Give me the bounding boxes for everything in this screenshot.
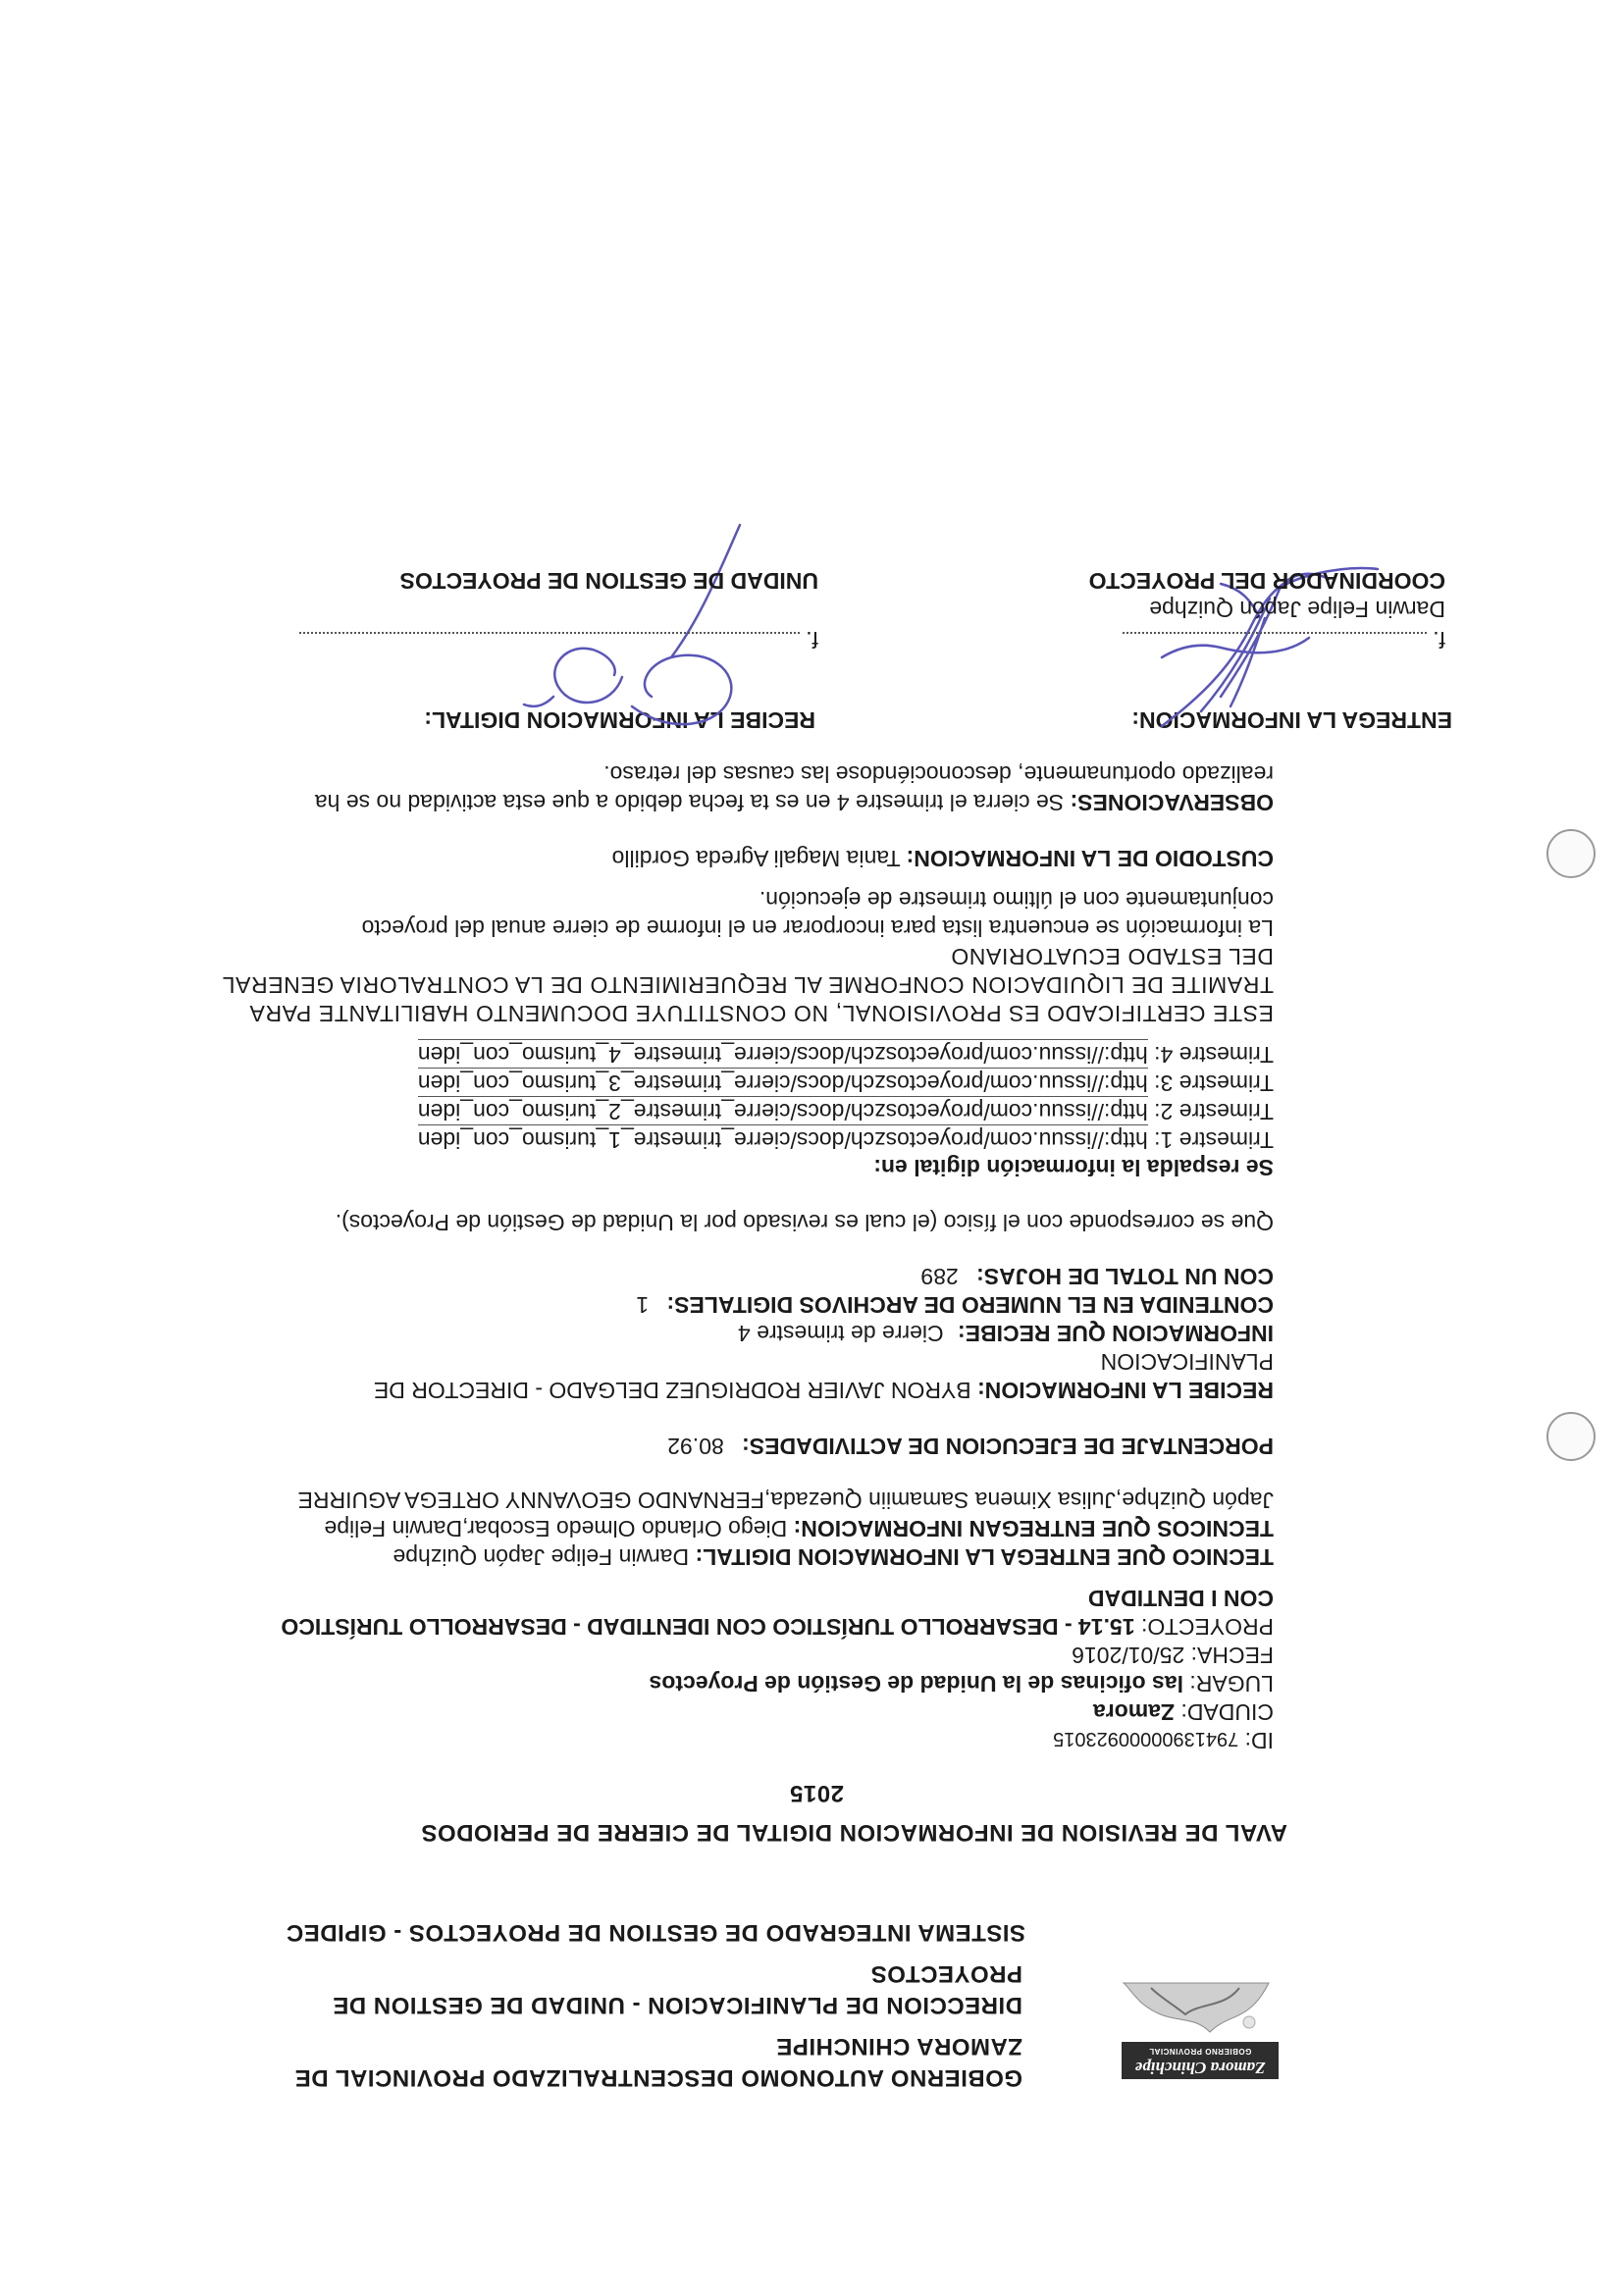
observaciones-row bbox=[315, 788, 1274, 816]
recibe-line-1: BYRON JAVIER RODRIGUEZ DELGADO - DIRECTOR DE bbox=[373, 1378, 971, 1403]
punch-hole bbox=[1546, 1412, 1596, 1461]
lugar-label: LUGAR: bbox=[1189, 1671, 1274, 1696]
trimestre-url[interactable]: http://issuu.com/proyectoszch/docs/cierre_trimestre_2_turismo_con_iden bbox=[418, 1096, 1148, 1125]
hojas-label: CON UN TOTAL DE HOJAS: bbox=[976, 1264, 1274, 1289]
info-row bbox=[738, 1319, 1274, 1347]
document-title: AVAL DE REVISION DE INFORMACION DIGITAL DE CIERRE DE PERIODOS bbox=[420, 1819, 1287, 1846]
trimestre-row bbox=[418, 1039, 1274, 1069]
fecha-value: 25/01/2016 bbox=[1072, 1643, 1185, 1668]
entrega-dotted-line bbox=[1123, 632, 1427, 634]
recibe-label: RECIBE LA INFORMACION: bbox=[977, 1378, 1274, 1403]
entrega-f-label: f. bbox=[1433, 627, 1445, 652]
punch-hole bbox=[1546, 829, 1596, 878]
logo-mountain-icon bbox=[1122, 1975, 1279, 2042]
entrega-label: ENTREGA LA INFORMACION: bbox=[1131, 707, 1452, 733]
recibe-row bbox=[374, 1376, 1274, 1404]
lugar-value: las oficinas de la Unidad de Gestión de Proyectos bbox=[649, 1671, 1183, 1696]
trimestre-row bbox=[418, 1096, 1274, 1125]
lugar-row bbox=[649, 1669, 1274, 1697]
logo-banner bbox=[1122, 2042, 1279, 2079]
info-value: Cierre de trimestre 4 bbox=[737, 1321, 944, 1346]
observaciones-line-2: realizado oportunamente, desconociéndose las causas del retraso. bbox=[603, 761, 1274, 787]
trimestre-label: Trimestre 2: bbox=[1154, 1099, 1274, 1124]
archivos-label: CONTENIDA EN EL NUMERO DE ARCHIVOS DIGITALES: bbox=[666, 1292, 1274, 1318]
corresponde-text: Que se corresponde con el físico (el cual es revisado por la Unidad de Gestión de Proyectos). bbox=[335, 1210, 1274, 1235]
ciudad-value: Zamora bbox=[1092, 1699, 1176, 1725]
id-value: 79413900000923015 bbox=[1053, 1728, 1239, 1749]
tecnicos-line-2: Japón Quizhpe,Julisa Ximena Samamiin Quezada,FERNANDO GEOVANNY ORTEGA AGUIRRE bbox=[297, 1487, 1274, 1513]
fecha-label: FECHA: bbox=[1190, 1643, 1274, 1668]
trimestre-row bbox=[418, 1124, 1274, 1154]
trimestre-url[interactable]: http://issuu.com/proyectoszch/docs/cierre_trimestre_4_turismo_con_iden bbox=[418, 1039, 1148, 1069]
porcentaje-value: 80.92 bbox=[667, 1434, 724, 1459]
proyecto-line-2: CON I DENTIDAD bbox=[1087, 1586, 1274, 1611]
info-label: INFORMACION QUE RECIBE: bbox=[958, 1321, 1274, 1346]
trimestre-label: Trimestre 4: bbox=[1154, 1042, 1274, 1068]
tecnicos-line-1: Diego Orlando Olmedo Escobar,Darwin Felipe bbox=[324, 1516, 788, 1541]
custodio-label: CUSTODIO DE LA INFORMACION: bbox=[906, 846, 1274, 871]
respalda-label: Se respalda la información digital en: bbox=[873, 1155, 1274, 1180]
porcentaje-row bbox=[667, 1432, 1274, 1460]
trimestre-url[interactable]: http://issuu.com/proyectoszch/docs/cierre_trimestre_3_turismo_con_iden bbox=[418, 1068, 1148, 1097]
hojas-value: 289 bbox=[920, 1264, 959, 1289]
porcentaje-label: PORCENTAJE DE EJECUCION DE ACTIVIDADES: bbox=[742, 1434, 1274, 1459]
id-row bbox=[1053, 1724, 1274, 1754]
entrega-name: Darwin Felipe Japón Quizhpe bbox=[1149, 597, 1445, 622]
custodio-row bbox=[612, 844, 1274, 872]
tecnicos-label: TECNICOS QUE ENTREGAN INFORMACION: bbox=[793, 1516, 1274, 1541]
entrega-role: COORDINADOR DEL PROYECTO bbox=[1088, 568, 1445, 594]
id-label: ID: bbox=[1244, 1728, 1274, 1753]
ciudad-row bbox=[1093, 1697, 1274, 1726]
tecnico-row bbox=[393, 1542, 1274, 1571]
logo-brand: Zamora Chinchipe bbox=[1134, 2059, 1266, 2077]
trimestre-label: Trimestre 1: bbox=[1154, 1127, 1274, 1153]
trimestre-url[interactable]: http://issuu.com/proyectoszch/docs/cierre_trimestre_1_turismo_con_iden bbox=[418, 1124, 1148, 1154]
trimestre-row bbox=[418, 1068, 1274, 1097]
observaciones-label: OBSERVACIONES: bbox=[1070, 790, 1274, 815]
nota-line-1: La información se encuentra lista para incorporar en el informe de cierre anual del proyecto bbox=[361, 915, 1274, 941]
nota-line-2: conjuntamente con el último trimestre de ejecución. bbox=[759, 887, 1274, 913]
header-line-1: GOBIERNO AUTONOMO DESCENTRALIZADO PROVINCIAL DE bbox=[294, 2064, 1022, 2091]
proyecto-line-1: 15.14 - DESARROLLO TURÍSTICO CON IDENTIDAD - DESARROLLO TURÍSTICO bbox=[281, 1614, 1135, 1640]
tecnico-label: TECNICO QUE ENTREGA LA INFORMACION DIGITAL: bbox=[695, 1544, 1274, 1570]
ciudad-label: CIUDAD: bbox=[1180, 1699, 1274, 1725]
observaciones-line-1: Se cierra el trimestre 4 en es ta fecha debido a que esta actividad no se ha bbox=[314, 790, 1065, 815]
tecnico-value: Darwin Felipe Japón Quizhpe bbox=[393, 1544, 690, 1570]
recibe-line-2: PLANIFICACION bbox=[1100, 1349, 1274, 1375]
archivos-row bbox=[636, 1290, 1274, 1319]
recibe-dotted-line bbox=[299, 632, 800, 634]
trimestre-label: Trimestre 3: bbox=[1154, 1070, 1274, 1096]
tecnicos-row bbox=[324, 1514, 1274, 1542]
logo-subtitle: GOBIERNO PROVINCIAL bbox=[1148, 2047, 1252, 2056]
header-line-4: PROYECTOS bbox=[870, 1960, 1022, 1987]
fecha-row bbox=[1072, 1641, 1274, 1669]
recibe-sign-line bbox=[299, 625, 818, 653]
header-line-2: ZAMORA CHINCHIPE bbox=[775, 2033, 1022, 2060]
certificado-line-3: DEL ESTADO ECUATORIANO bbox=[950, 944, 1274, 969]
certificado-line-1: ESTE CERTIFICADO ES PROVISIONAL, NO CONSTITUYE DOCUMENTO HABILITANTE PARA bbox=[248, 1001, 1274, 1026]
entrega-sign-line bbox=[1123, 625, 1445, 653]
proyecto-row bbox=[281, 1612, 1274, 1641]
hojas-row bbox=[920, 1262, 1274, 1290]
recibe-f-label: f. bbox=[806, 627, 818, 652]
recibe-role: UNIDAD DE GESTION DE PROYECTOS bbox=[399, 568, 818, 594]
system-name: SISTEMA INTEGRADO DE GESTION DE PROYECTOS - GIPIDEC bbox=[286, 1919, 1025, 1946]
custodio-value: Tania Magali Agreda Gordillo bbox=[611, 846, 901, 871]
recibe-digital-label: RECIBE LA INFORMACION DIGITAL: bbox=[424, 707, 815, 733]
provincial-logo bbox=[1122, 1975, 1279, 2079]
archivos-value: 1 bbox=[636, 1292, 650, 1318]
header-line-3: DIRECCION DE PLANIFICACION - UNIDAD DE GESTION DE bbox=[332, 1992, 1022, 2018]
document-year: 2015 bbox=[789, 1780, 844, 1806]
certificado-line-2: TRAMITE DE LIQUIDACION CONFORME AL REQUERIMIENTO DE LA CONTRALORIA GENERAL bbox=[222, 972, 1274, 998]
proyecto-label: PROYECTO: bbox=[1140, 1614, 1274, 1640]
